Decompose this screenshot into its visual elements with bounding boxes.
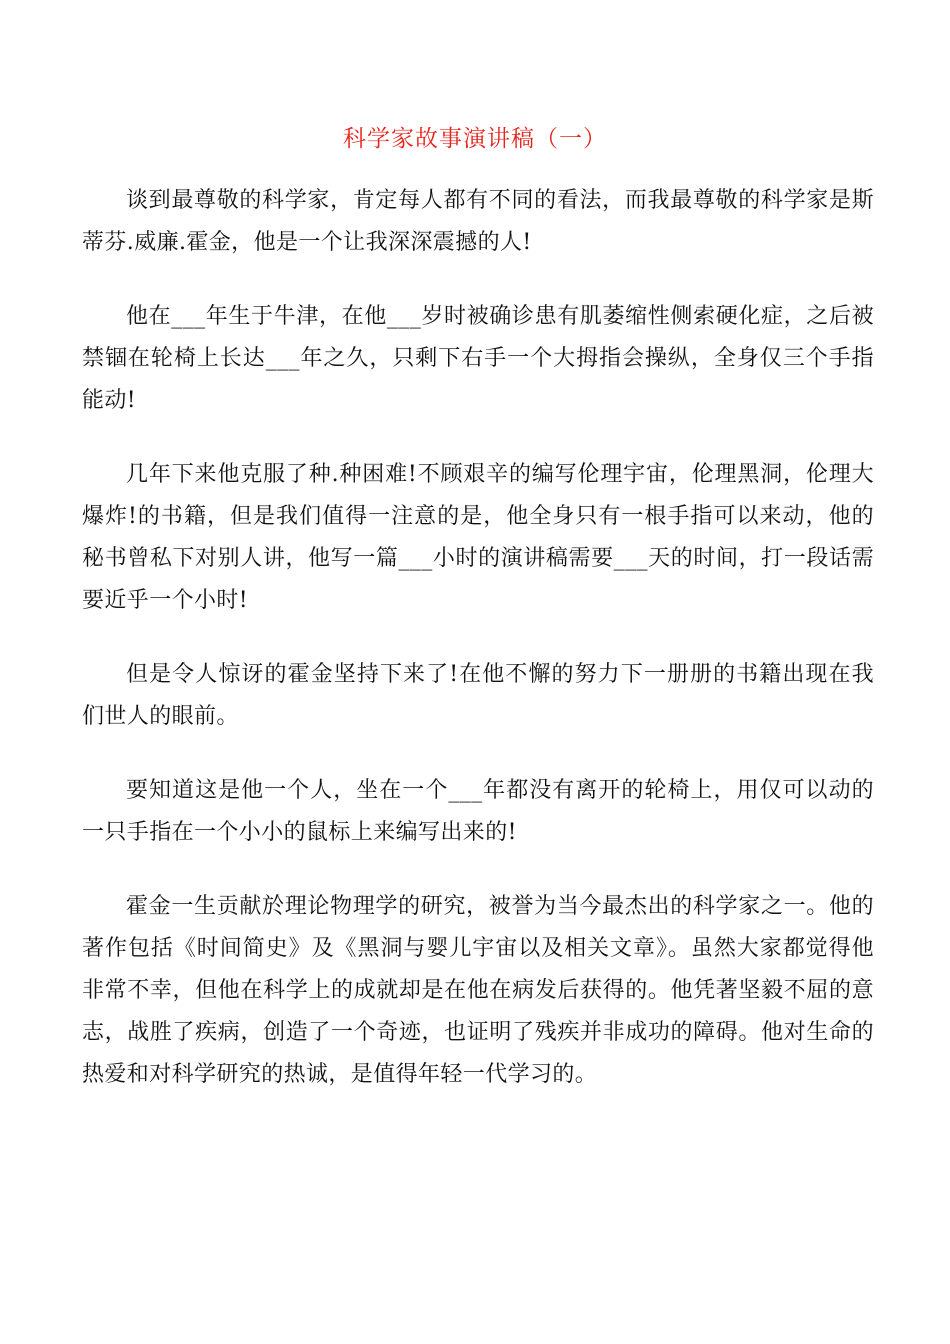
- paragraph-4: 但是令人惊讶的霍金坚持下来了!在他不懈的努力下一册册的书籍出现在我们世人的眼前。: [82, 662, 874, 729]
- paragraph-5: 要知道这是他一个人，坐在一个___年都没有离开的轮椅上，用仅可以动的一只手指在一个小小的鼠标上来编写出来的!: [82, 778, 874, 845]
- document-body: [82, 180, 874, 1128]
- paragraph-2: 他在___年生于牛津，在他___岁时被确诊患有肌萎缩性侧索硬化症，之后被禁锢在轮椅上长达___年之久，只剩下右手一个大拇指会操纵，全身仅三个手指能动!: [82, 304, 874, 413]
- paragraph-3: 几年下来他克服了种.种困难!不顾艰辛的编写伦理宇宙，伦理黑洞，伦理大爆炸!的书籍，但是我们值得一注意的是，他全身只有一根手指可以来动，他的秘书曾私下对别人讲，他写一篇___小时的演讲稿需要___天的时间，打一段话需要近乎一个小时!: [82, 462, 874, 613]
- paragraph-1: 谈到最尊敬的科学家，肯定每人都有不同的看法，而我最尊敬的科学家是斯蒂芬.威廉.霍金，他是一个让我深深震撼的人!: [82, 188, 874, 255]
- paragraph-6: 霍金一生贡献於理论物理学的研究，被誉为当今最杰出的科学家之一。他的著作包括《时间简史》及《黑洞与婴儿宇宙以及相关文章》。虽然大家都觉得他非常不幸，但他在科学上的成就却是在他在病发后获得的。他凭著坚毅不屈的意志，战胜了疾病，创造了一个奇迹，也证明了残疾并非成功的障碍。他对生命的热爱和对科学研究的热诚，是值得年轻一代学习的。: [82, 894, 874, 1087]
- document-title: 科学家故事演讲稿（一）: [343, 126, 607, 152]
